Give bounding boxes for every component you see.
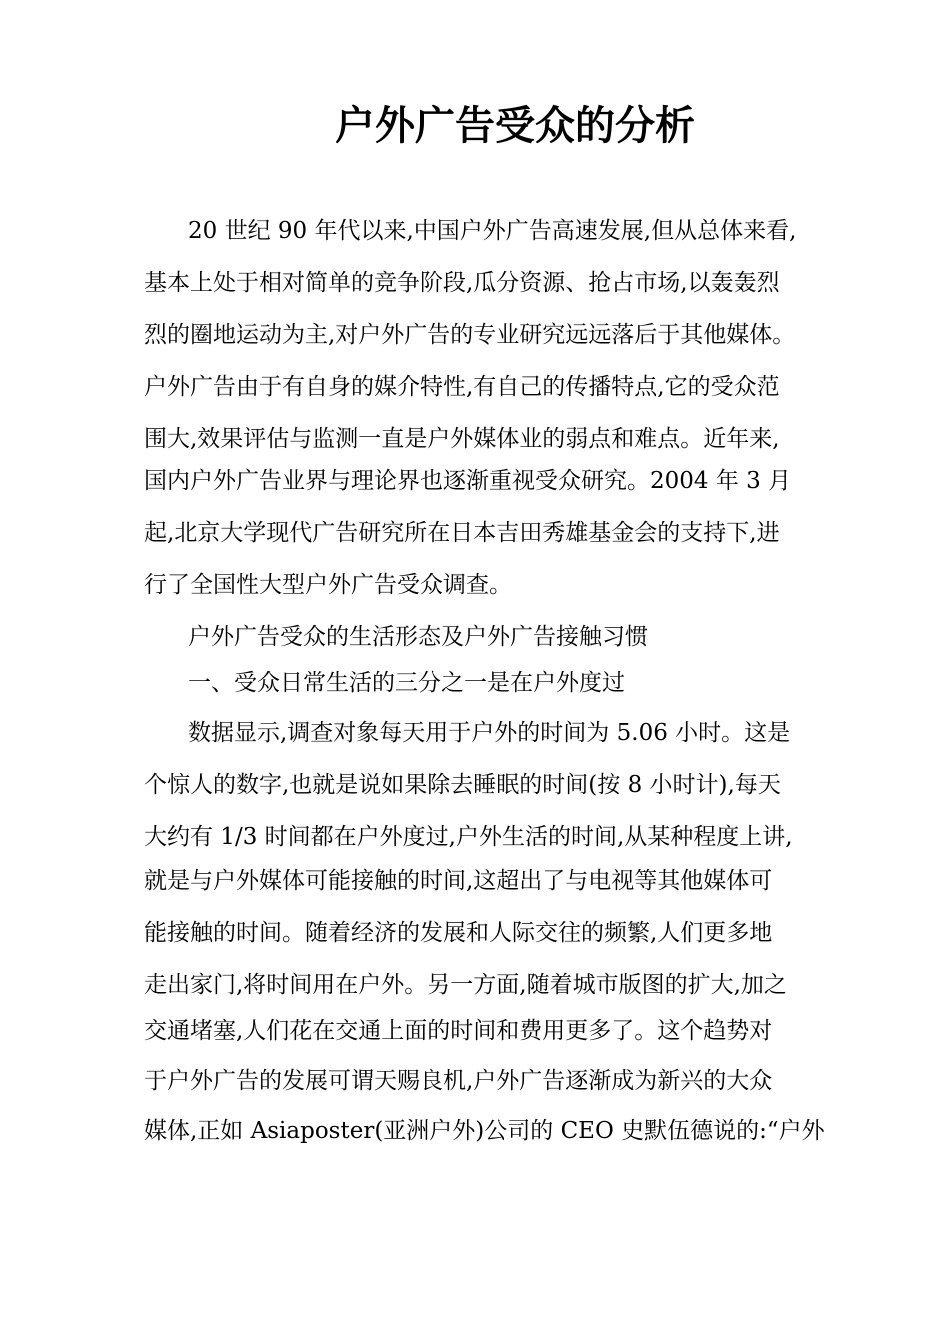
- text-line: 20 世纪 90 年代以来,中国户外广告高速发展,但从总体来看,: [188, 218, 797, 244]
- text-line: 个惊人的数字,也就是说如果除去睡眠的时间(按 8 小时计),每天: [144, 772, 781, 798]
- text-line: 能接触的时间。随着经济的发展和人际交往的频繁,人们更多地: [144, 920, 773, 946]
- text-line: 行了全国性大型户外广告受众调查。: [144, 572, 512, 598]
- text-line: 交通堵塞,人们花在交通上面的时间和费用更多了。这个趋势对: [144, 1018, 773, 1044]
- text-line: 基本上处于相对简单的竞争阶段,瓜分资源、抢占市场,以轰轰烈: [144, 270, 780, 296]
- text-line: 媒体,正如 Asiaposter(亚洲户外)公司的 CEO 史默伍德说的:“户外: [144, 1118, 825, 1144]
- text-line: 户外广告由于有自身的媒介特性,有自己的传播特点,它的受众范: [144, 374, 780, 400]
- text-line: 走出家门,将时间用在户外。另一方面,随着城市版图的扩大,加之: [144, 972, 787, 998]
- text-line: 国内户外广告业界与理论界也逐渐重视受众研究。2004 年 3 月: [144, 468, 792, 494]
- text-line: 于户外广告的发展可谓天赐良机,户外广告逐渐成为新兴的大众: [144, 1068, 773, 1094]
- text-line: 起,北京大学现代广告研究所在日本吉田秀雄基金会的支持下,进: [144, 520, 780, 546]
- section-heading: 户外广告受众的生活形态及户外广告接触习惯: [188, 624, 648, 650]
- text-line: 大约有 1/3 时间都在户外度过,户外生活的时间,从某种程度上讲,: [144, 824, 793, 850]
- text-line: 数据显示,调查对象每天用于户外的时间为 5.06 小时。这是: [188, 720, 791, 746]
- text-line: 围大,效果评估与监测一直是户外媒体业的弱点和难点。近年来,: [144, 426, 780, 452]
- text-line: 烈的圈地运动为主,对户外广告的专业研究远远落后于其他媒体。: [144, 322, 796, 348]
- subsection-heading: 一、受众日常生活的三分之一是在户外度过: [188, 670, 625, 696]
- text-line: 就是与户外媒体可能接触的时间,这超出了与电视等其他媒体可: [144, 868, 773, 894]
- document-title: 户外广告受众的分析: [335, 103, 695, 149]
